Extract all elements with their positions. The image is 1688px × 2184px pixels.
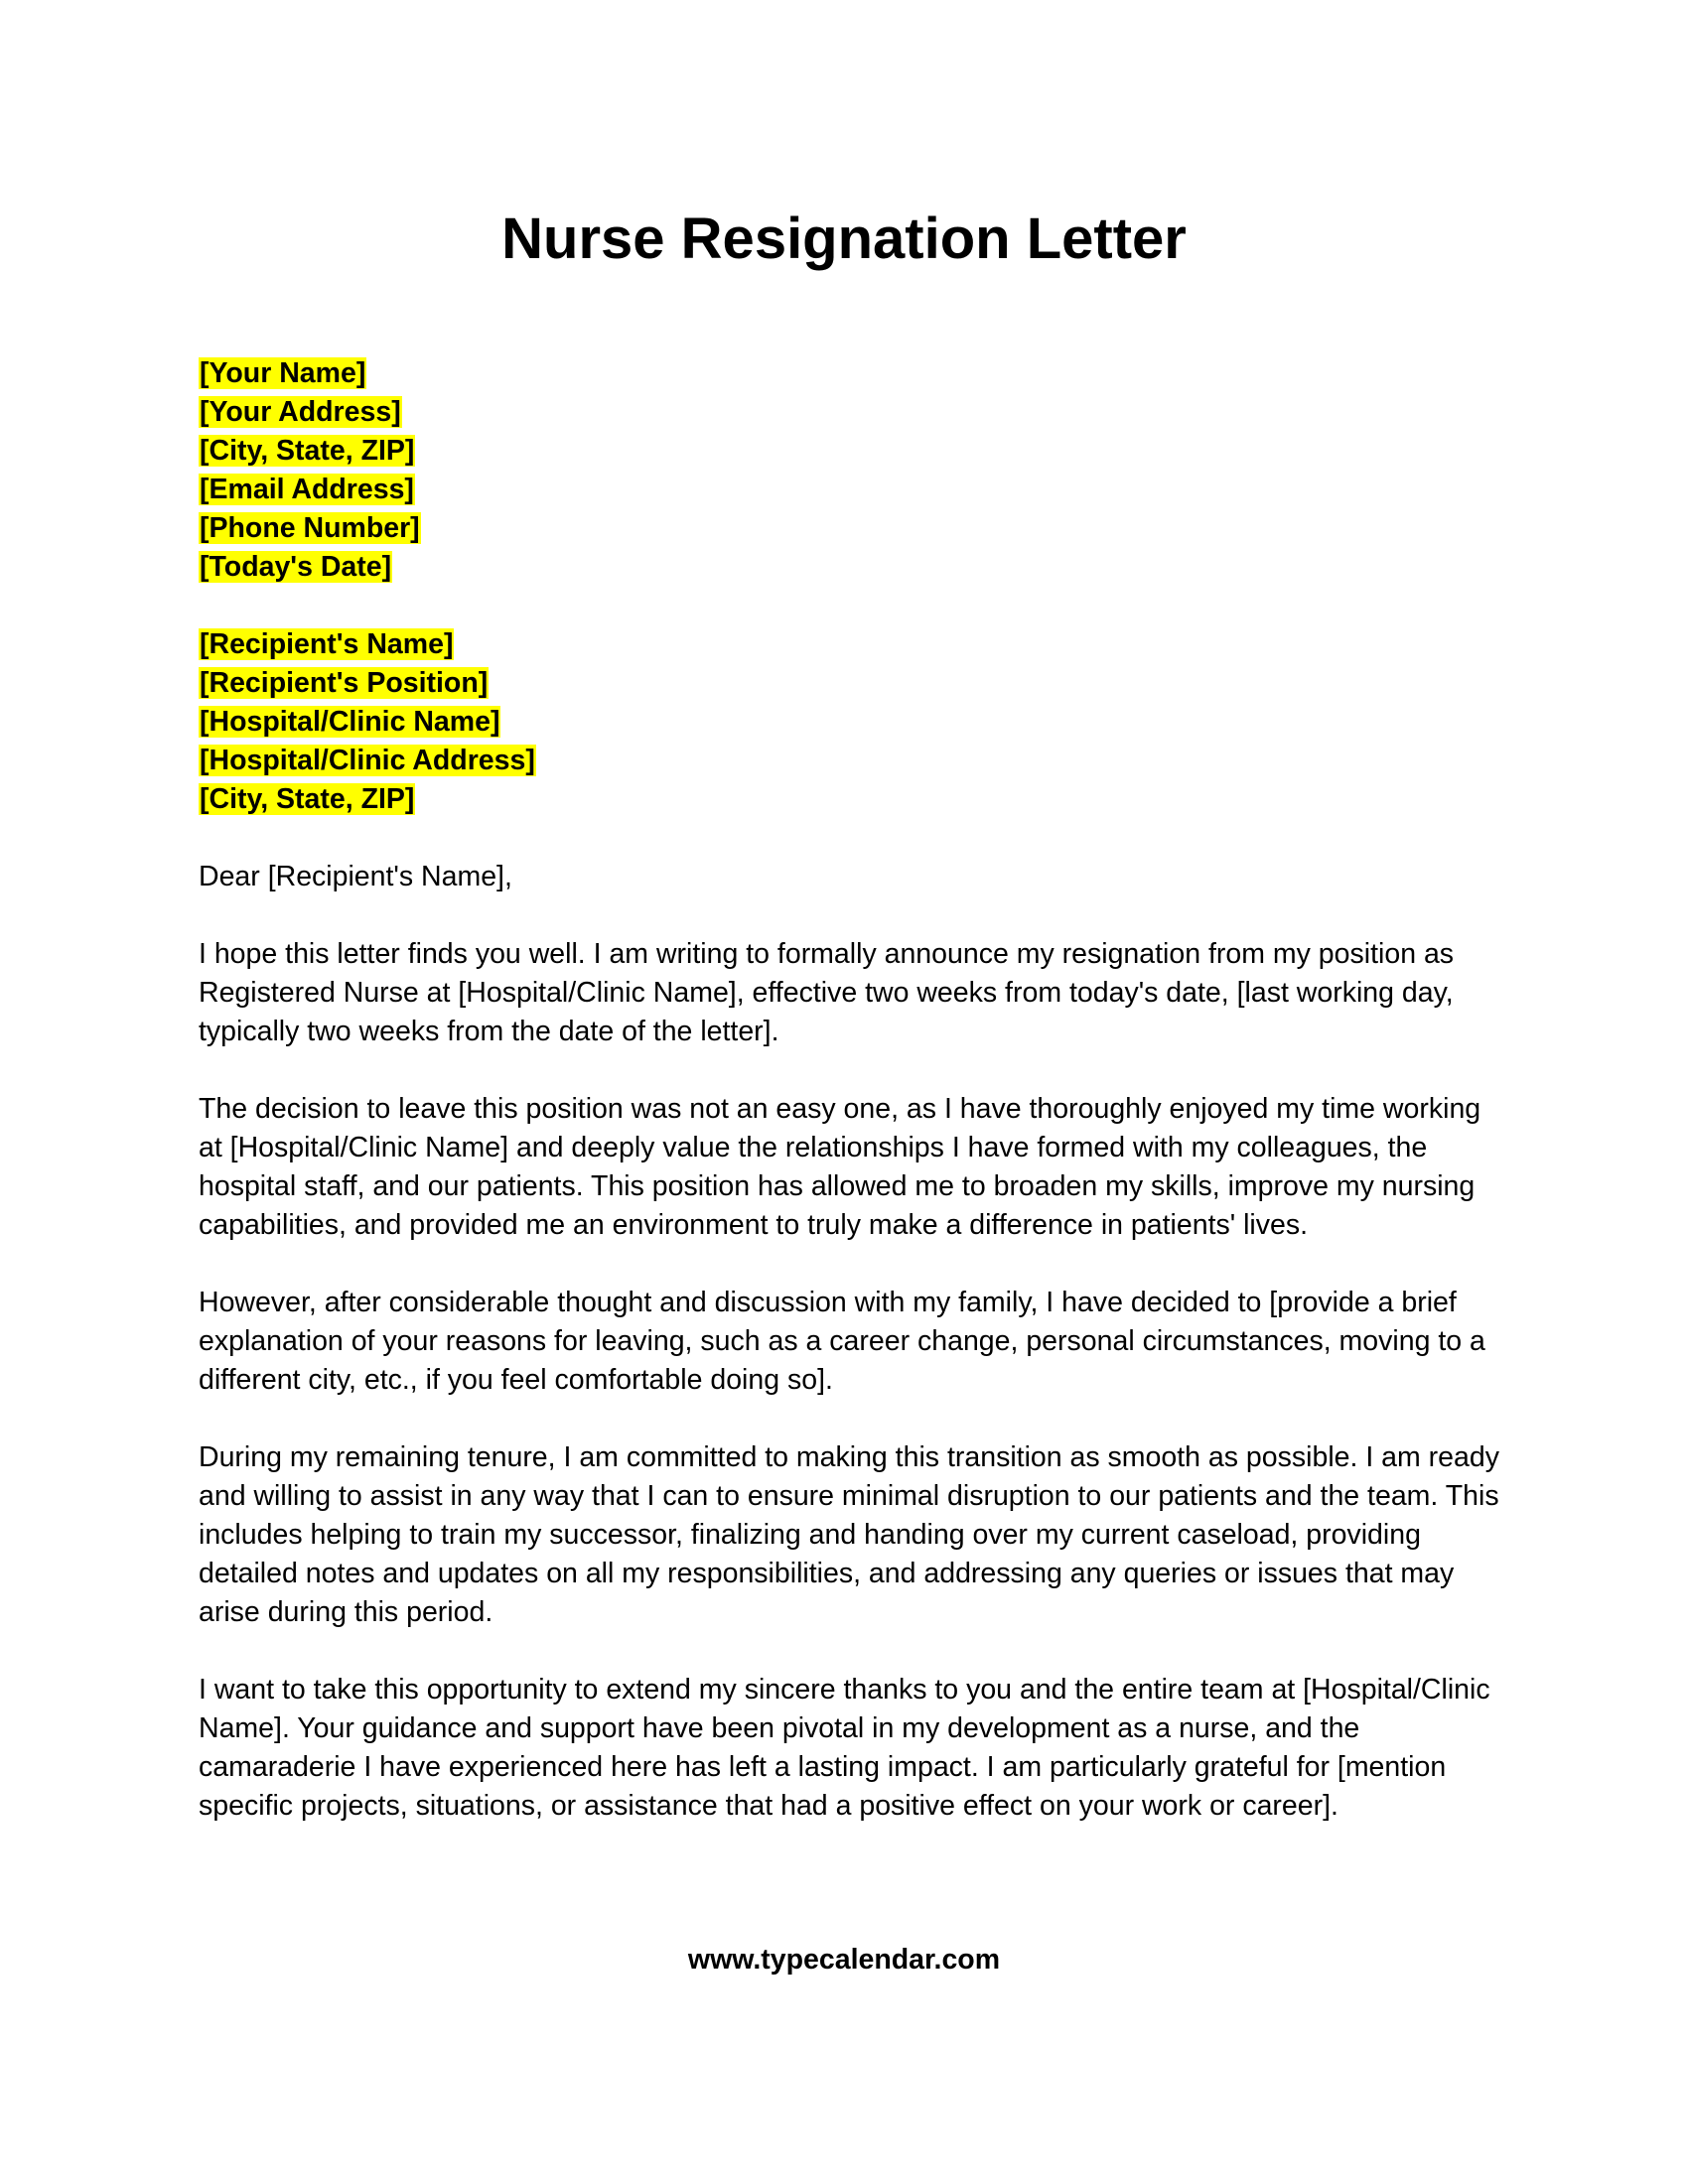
footer-url: www.typecalendar.com xyxy=(687,1944,1001,1976)
sender-line: [Your Name] xyxy=(200,357,366,389)
document-title: Nurse Resignation Letter xyxy=(501,206,1187,271)
paragraph-decision: The decision to leave this position was not an easy one, as I have thoroughly enjoyed my time working at [Hospital/Clinic Name] and deeply value the relationships I have formed with my colleagues, the hospital staff, and our patients. This position has allowed me to broaden my skills, improve my nursing capabilities, and provided me an environment to truly make a difference in patients' lives. xyxy=(199,1093,1481,1241)
recipient-block xyxy=(199,625,1499,819)
sender-block xyxy=(199,354,1499,587)
sender-line: [Today's Date] xyxy=(200,551,392,583)
recipient-line: [Recipient's Position] xyxy=(200,667,489,699)
recipient-line: [Hospital/Clinic Address] xyxy=(200,745,535,776)
recipient-line: [City, State, ZIP] xyxy=(200,783,415,815)
paragraph-thanks: I want to take this opportunity to extend my sincere thanks to you and the entire team at [Hospital/Clinic Name]. Your guidance and support have been pivotal in my development as a nurse, and the camaraderie I have experienced here has left a lasting impact. I am particularly grateful for [mention specific projects, situations, or assistance that had a positive effect on your work or career]. xyxy=(199,1674,1490,1822)
sender-line: [City, State, ZIP] xyxy=(200,435,415,467)
paragraph-transition: During my remaining tenure, I am committed to making this transition as smooth as possible. I am ready and willing to assist in any way that I can to ensure minimal disruption to our patients and the team. This includes helping to train my successor, finalizing and handing over my current caseload, providing detailed notes and updates on all my responsibilities, and addressing any queries or issues that may arise during this period. xyxy=(199,1441,1499,1628)
sender-line: [Email Address] xyxy=(200,474,414,505)
letter-body xyxy=(199,354,1499,1864)
paragraph-intro: I hope this letter finds you well. I am writing to formally announce my resignation from my position as Registered Nurse at [Hospital/Clinic Name], effective two weeks from today's date, [last working day, typically two weeks from the date of the letter]. xyxy=(199,938,1455,1047)
recipient-line: [Hospital/Clinic Name] xyxy=(200,706,500,738)
sender-line: [Your Address] xyxy=(200,396,401,428)
sender-line: [Phone Number] xyxy=(200,512,420,544)
recipient-line: [Recipient's Name] xyxy=(200,628,454,660)
salutation: Dear [Recipient's Name], xyxy=(199,861,512,892)
paragraph-reason: However, after considerable thought and discussion with my family, I have decided to [provide a brief explanation of your reasons for leaving, such as a career change, personal circumstances, moving to a different city, etc., if you feel comfortable doing so]. xyxy=(199,1287,1485,1396)
